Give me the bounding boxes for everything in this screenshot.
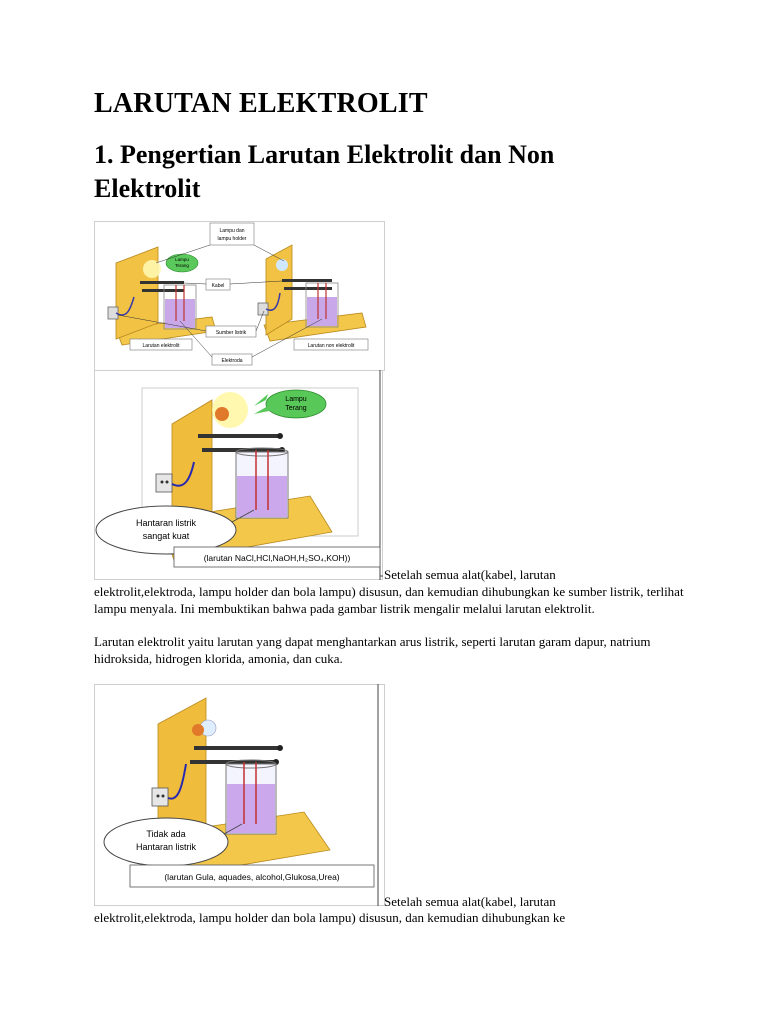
no-conductivity-text-2: Hantaran listrik bbox=[135, 842, 197, 852]
electrode-label: Elektroda bbox=[221, 358, 243, 364]
non-electrolyte-examples: (larutan Gula, aquades, alcohol,Glukosa,Urea) bbox=[164, 872, 340, 882]
lamp-bubble-text-2: Terang bbox=[285, 405, 307, 412]
caption1-inline: Setelah semua alat(kabel, larutan bbox=[384, 567, 556, 582]
conductivity-text-2: sangat kuat bbox=[142, 531, 190, 541]
conductivity-text-1: Hantaran listrik bbox=[135, 518, 197, 528]
no-conductivity-text-1: Tidak ada bbox=[146, 829, 186, 839]
caption2-inline: Setelah semua alat(kabel, larutan bbox=[384, 894, 556, 909]
power-source-label: Sumber listrik bbox=[215, 330, 247, 336]
lamp-bubble-text-1: Lampu bbox=[285, 396, 307, 403]
lamp-holder-label-1: Lampu dan bbox=[219, 228, 245, 234]
cable-label: Kabel bbox=[211, 283, 225, 289]
electrolyte-label: Larutan elektrolit bbox=[142, 343, 180, 349]
definition-paragraph: Larutan elektrolit yaitu larutan yang dapat menghantarkan arus listrik, seperti larutan garam dapur, natrium hidroksida, hidrogen klorida, amonia, dan cuka. bbox=[94, 634, 651, 666]
figure-comparison bbox=[94, 221, 385, 371]
figure-non-electrolyte bbox=[94, 684, 385, 906]
page-title: LARUTAN ELEKTROLIT bbox=[94, 88, 428, 119]
electrolyte-examples: (larutan NaCl,HCl,NaOH,H₂SO₄,KOH)) bbox=[203, 553, 351, 563]
figure-strong-electrolyte bbox=[94, 370, 383, 580]
lamp-on-label-2: Terang bbox=[175, 263, 189, 268]
caption1-paragraph: elektrolit,elektroda, lampu holder dan bola lampu) disusun, dan kemudian dihubungkan ke sumber listrik, terlihat lampu menyala. Ini membuktikan bahwa pada gambar listrik mengalir melalui larutan elektrolit. bbox=[94, 584, 684, 616]
section-heading: 1. Pengertian Larutan Elektrolit dan Non Elektrolit bbox=[94, 140, 555, 203]
lamp-holder-label-2: lampu holder bbox=[217, 236, 247, 242]
caption2-paragraph: elektrolit,elektroda, lampu holder dan bola lampu) disusun, dan kemudian dihubungkan ke bbox=[94, 910, 566, 925]
lamp-on-label-1: Lampu bbox=[175, 257, 189, 262]
non-electrolyte-label: Larutan non elektrolit bbox=[307, 343, 355, 349]
